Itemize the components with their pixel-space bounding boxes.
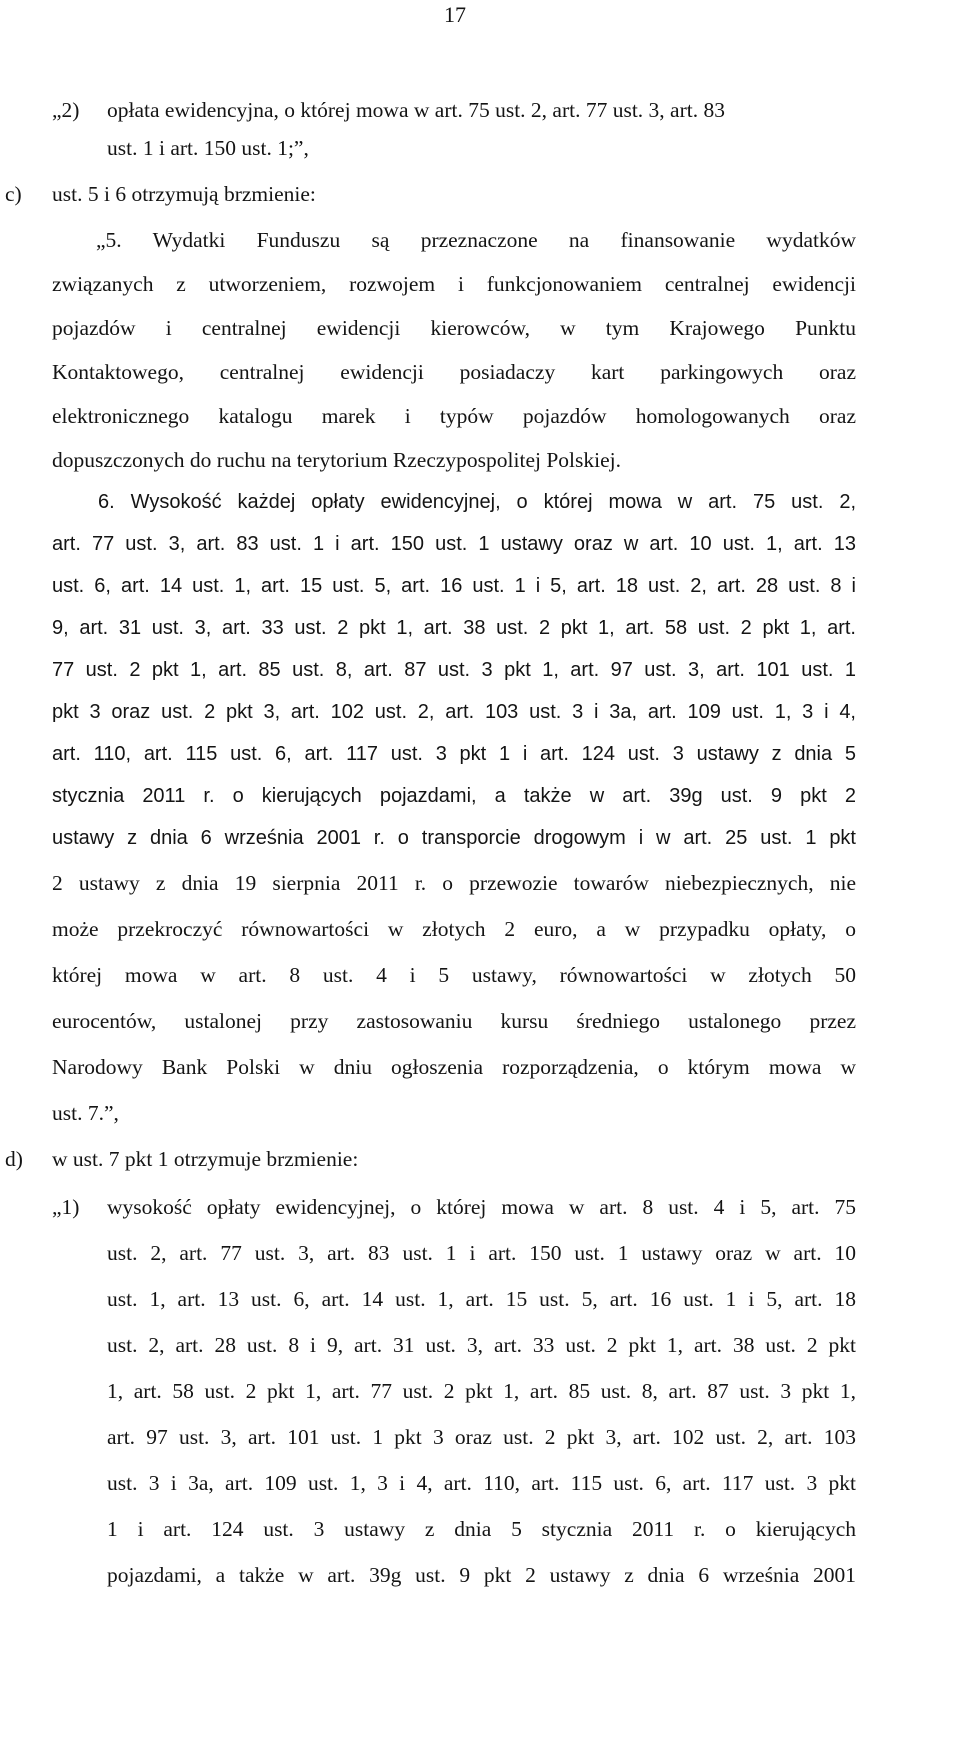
para-5-line-4: Kontaktowego, centralnej ewidencji posiadaczy kart parkingowych oraz bbox=[52, 360, 856, 384]
para-5-line-2: związanych z utworzeniem, rozwojem i funkcjonowaniem centralnej ewidencji bbox=[52, 272, 856, 296]
item-1-line-1: wysokość opłaty ewidencyjnej, o której mowa w art. 8 ust. 4 i 5, art. 75 bbox=[107, 1195, 856, 1219]
item-1-line-2: ust. 2, art. 77 ust. 3, art. 83 ust. 1 i art. 150 ust. 1 ustawy oraz w art. 10 bbox=[107, 1241, 856, 1265]
para-6-line-8: stycznia 2011 r. o kierujących pojazdami, a także w art. 39g ust. 9 pkt 2 bbox=[52, 785, 856, 807]
para-6-line-5: 77 ust. 2 pkt 1, art. 85 ust. 8, art. 87 ust. 3 pkt 1, art. 97 ust. 3, art. 101 ust. 1 bbox=[52, 659, 856, 681]
item-1-line-3: ust. 1, art. 13 ust. 6, art. 14 ust. 1, art. 15 ust. 5, art. 16 ust. 1 i 5, art. 18 bbox=[107, 1287, 856, 1311]
page-number: 17 bbox=[444, 2, 466, 27]
point-c-text: ust. 5 i 6 otrzymują brzmienie: bbox=[52, 182, 316, 206]
para-5-line-3: pojazdów i centralnej ewidencji kierowców, w tym Krajowego Punktu bbox=[52, 316, 856, 340]
para-6-line-3: ust. 6, art. 14 ust. 1, art. 15 ust. 5, art. 16 ust. 1 i 5, art. 18 ust. 2, art. 28 ust. 8 i bbox=[52, 575, 856, 597]
para-6-line-9: ustawy z dnia 6 września 2001 r. o transporcie drogowym i w art. 25 ust. 1 pkt bbox=[52, 827, 856, 849]
item-2-line-1: opłata ewidencyjna, o której mowa w art. 75 ust. 2, art. 77 ust. 3, art. 83 bbox=[107, 98, 725, 122]
point-d-marker: d) bbox=[5, 1147, 23, 1171]
para-5-line-1: „5. Wydatki Funduszu są przeznaczone na finansowanie wydatków bbox=[96, 228, 856, 252]
item-1-line-9: pojazdami, a także w art. 39g ust. 9 pkt 2 ustawy z dnia 6 września 2001 bbox=[107, 1563, 856, 1587]
para-6-line-10: 2 ustawy z dnia 19 sierpnia 2011 r. o przewozie towarów niebezpiecznych, nie bbox=[52, 871, 856, 895]
para-6-line-15: ust. 7.”, bbox=[52, 1101, 119, 1125]
list-marker-1: „1) bbox=[52, 1195, 80, 1219]
para-6-line-14: Narodowy Bank Polski w dniu ogłoszenia rozporządzenia, o którym mowa w bbox=[52, 1055, 856, 1079]
point-c-marker: c) bbox=[5, 182, 22, 206]
item-1-line-6: art. 97 ust. 3, art. 101 ust. 1 pkt 3 oraz ust. 2 pkt 3, art. 102 ust. 2, art. 103 bbox=[107, 1425, 856, 1449]
para-5-line-5: elektronicznego katalogu marek i typów pojazdów homologowanych oraz bbox=[52, 404, 856, 428]
para-6-line-4: 9, art. 31 ust. 3, art. 33 ust. 2 pkt 1, art. 38 ust. 2 pkt 1, art. 58 ust. 2 pkt 1, art. bbox=[52, 617, 856, 639]
para-5-line-6: dopuszczonych do ruchu na terytorium Rzeczypospolitej Polskiej. bbox=[52, 448, 622, 472]
item-1-line-7: ust. 3 i 3a, art. 109 ust. 1, 3 i 4, art. 110, art. 115 ust. 6, art. 117 ust. 3 pkt bbox=[107, 1471, 856, 1495]
para-6-line-12: której mowa w art. 8 ust. 4 i 5 ustawy, równowartości w złotych 50 bbox=[52, 963, 856, 987]
item-2-line-2: ust. 1 i art. 150 ust. 1;”, bbox=[107, 136, 309, 160]
item-1-line-8: 1 i art. 124 ust. 3 ustawy z dnia 5 stycznia 2011 r. o kierujących bbox=[107, 1517, 856, 1541]
list-marker-2: „2) bbox=[52, 98, 80, 122]
para-6-line-7: art. 110, art. 115 ust. 6, art. 117 ust. 3 pkt 1 i art. 124 ust. 3 ustawy z dnia 5 bbox=[52, 743, 856, 765]
para-6-line-1: 6. Wysokość każdej opłaty ewidencyjnej, o której mowa w art. 75 ust. 2, bbox=[98, 491, 856, 513]
para-6-line-2: art. 77 ust. 3, art. 83 ust. 1 i art. 150 ust. 1 ustawy oraz w art. 10 ust. 1, art. 13 bbox=[52, 533, 856, 555]
point-d-text: w ust. 7 pkt 1 otrzymuje brzmienie: bbox=[52, 1147, 359, 1171]
para-6-line-13: eurocentów, ustalonej przy zastosowaniu kursu średniego ustalonego przez bbox=[52, 1009, 856, 1033]
para-6-line-6: pkt 3 oraz ust. 2 pkt 3, art. 102 ust. 2, art. 103 ust. 3 i 3a, art. 109 ust. 1, 3 i 4, bbox=[52, 701, 856, 723]
item-1-line-4: ust. 2, art. 28 ust. 8 i 9, art. 31 ust. 3, art. 33 ust. 2 pkt 1, art. 38 ust. 2 pkt bbox=[107, 1333, 856, 1357]
para-6-line-11: może przekroczyć równowartości w złotych 2 euro, a w przypadku opłaty, o bbox=[52, 917, 856, 941]
item-1-line-5: 1, art. 58 ust. 2 pkt 1, art. 77 ust. 2 pkt 1, art. 85 ust. 8, art. 87 ust. 3 pkt 1, bbox=[107, 1379, 856, 1403]
